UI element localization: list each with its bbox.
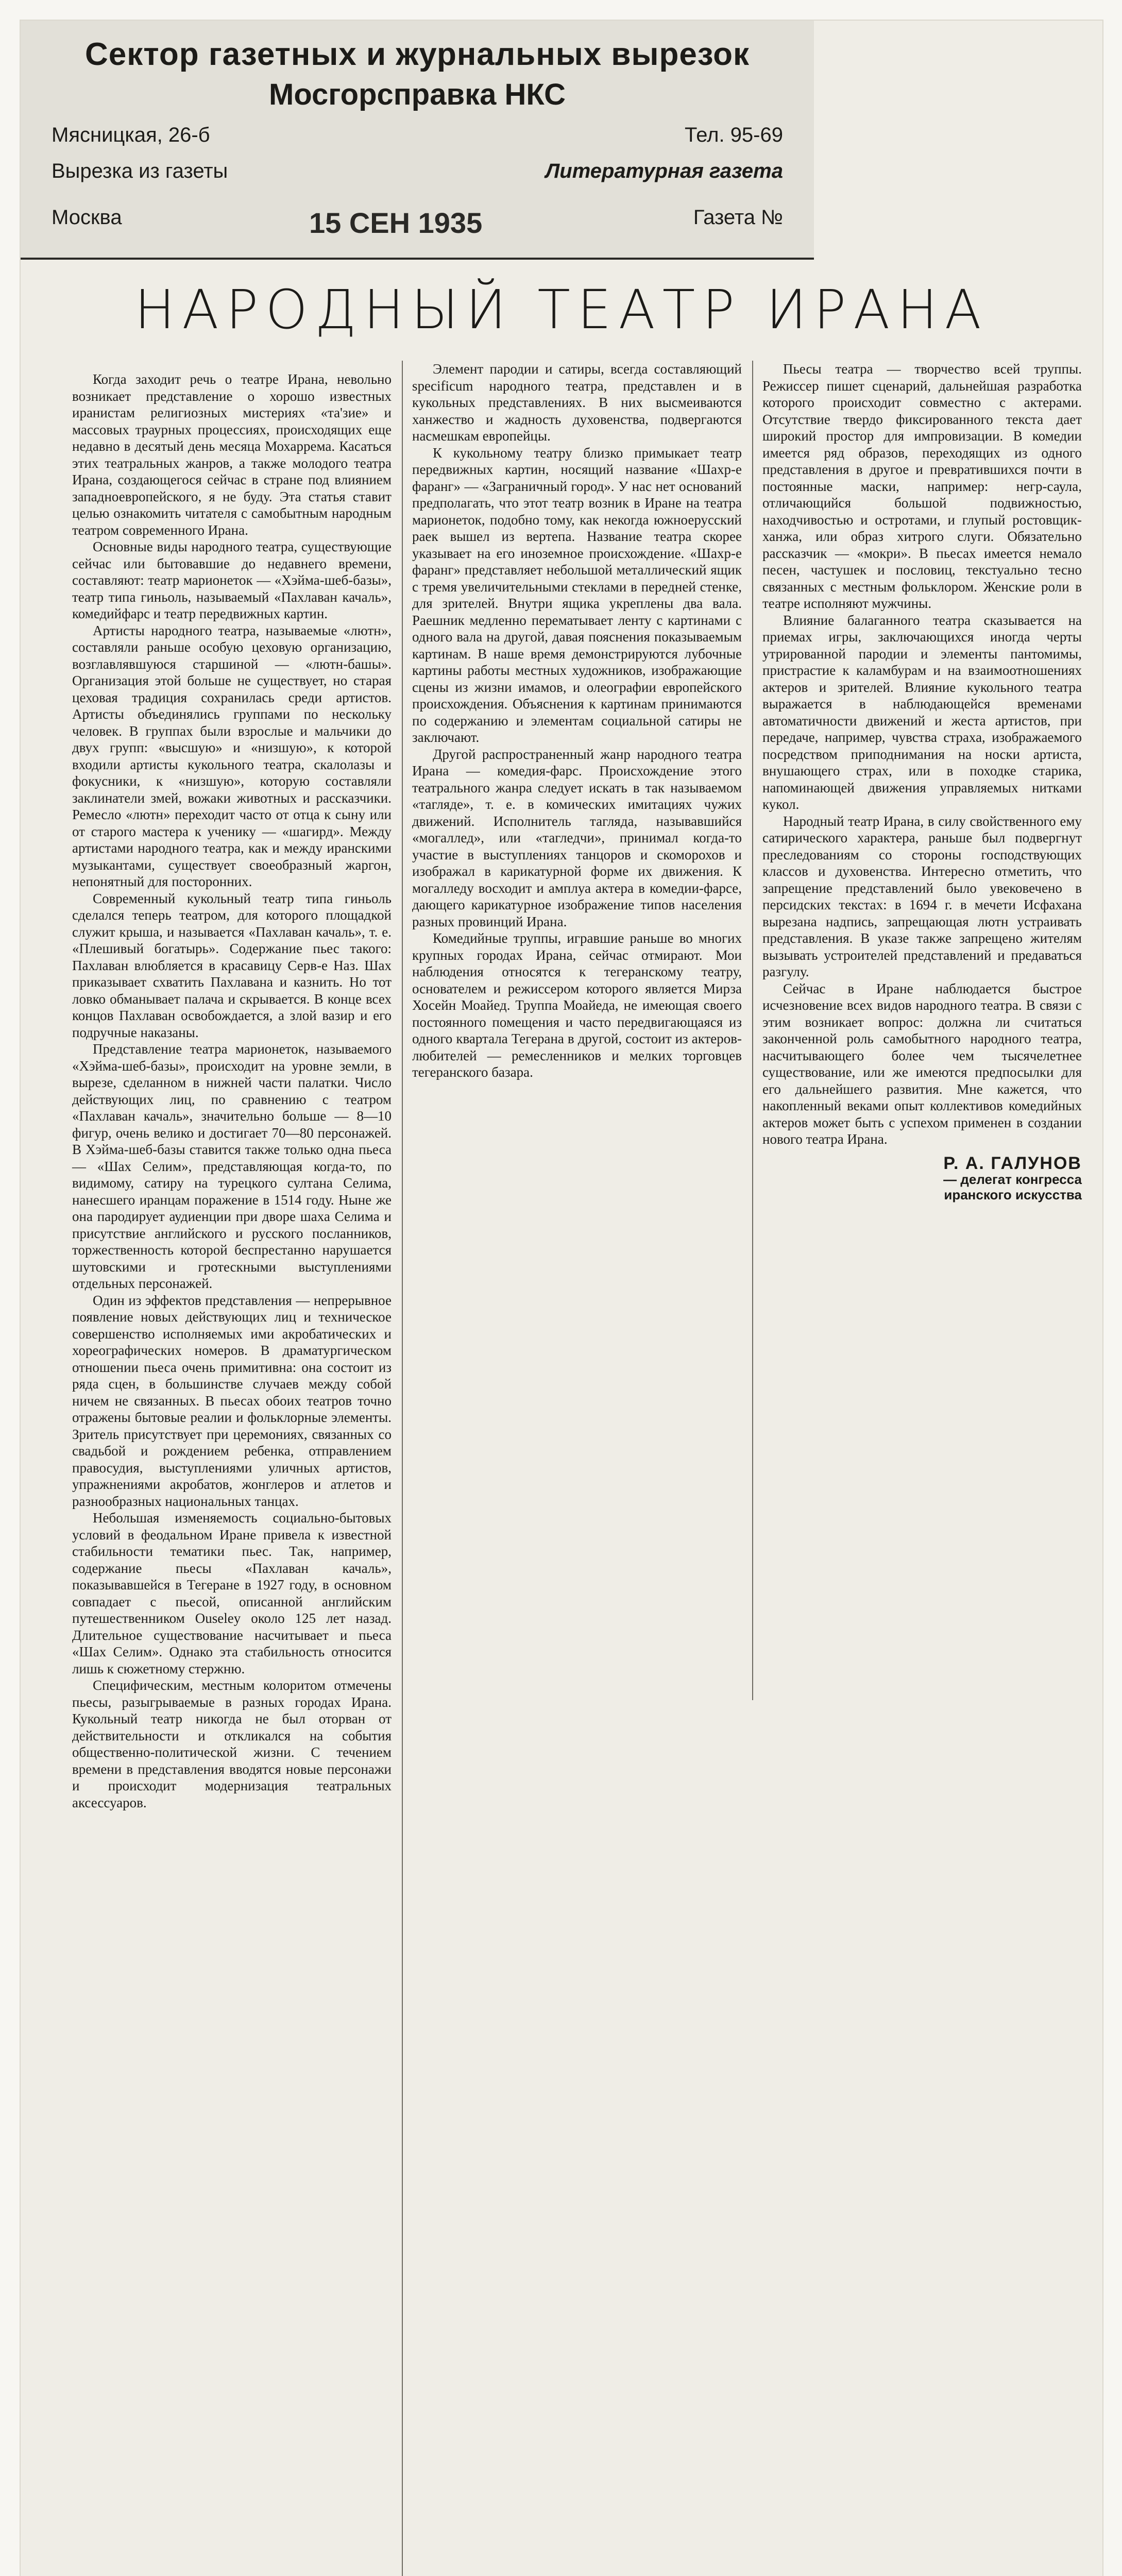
city: Москва [52, 206, 122, 229]
clipping-source [52, 160, 783, 183]
author-role: иранского искусства [944, 1187, 1082, 1202]
article-headline: НАРОДНЫЙ ТЕАТР ИРАНА [134, 278, 989, 341]
article-column-3 [762, 361, 1082, 1202]
paragraph: Элемент пародии и сатиры, всегда составляющий specificum народного театра, представлен и в кукольных представлениях. В них высмеиваются ханжество и жадность духовенства, подвергаются насмешкам европейцы. [412, 361, 742, 444]
gazette-number-label: Газета № [693, 206, 783, 229]
column-divider-2 [752, 361, 753, 1700]
author-role: — делегат конгресса [943, 1172, 1082, 1187]
paragraph: Другой распространенный жанр народного театра Ирана — комедия-фарс. Происхождение этого театрального жанра следует искать в так называемом «тагляде», т. е. в комических имитациях чужих движений. Исполнитель тагляда, называвшийся «могаллед», или «тагледчи», принимал когда-то участие в выступлениях танцоров и скоморохов и изображал в карикатурной форме их движения. К могалледу восходит и амплуа актера в комедии-фарсе, дающего карикатурное изображение типов населения разных провинций Ирана. [412, 746, 742, 929]
paragraph: Народный театр Ирана, в силу свойственного ему сатирического характера, раньше был подвергнут преследованиям со стороны господствующих классов и духовенства. Интересно отметить, что запрещение представлений было увековечено в персидских текстах: в 1694 г. в мечети Исфахана вырезана надпись, запрещающая лютн устраивать представления. В указе также запрещено жителям вызывать устроителей представлений и предаваться разгулу. [762, 813, 1082, 979]
newspaper-name: Литературная газета [545, 160, 783, 182]
article-column-1 [72, 371, 392, 1811]
paragraph: Специфическим, местным колоритом отмечены пьесы, разыгрываемые в разных городах Ирана. Кукольный театр никогда не был оторван от действительности и откликался на события общественно-политической жизни. С течением времени в представления вводятся новые персонажи и происходит модернизация театральных аксессуаров. [72, 1677, 392, 1810]
paragraph: Влияние балаганного театра сказывается на приемах игры, заключающихся иногда черты утрированной пародии и элементы пантомимы, пристрастие к каламбурам и на взаимоотношениях актеров и зрителей. Влияние кукольного театра выражается в наблюдающейся временами автоматичности движений и жеста артистов, при передаче, например, чувства страха, изображаемого посредством приподнимания на носки артиста, внушающего страх, или в походке старика, напоминающей движения управляемых нитками кукол. [762, 612, 1082, 812]
paragraph: Небольшая изменяемость социально-бытовых условий в феодальном Иране привела к известной стабильности тематики пьес. Так, например, содержание пьесы «Пахлаван качаль», показывавшейся в Тегеране в 1927 году, в основном совпадает с пьесой, описанной английским путешественником Ouseley около 125 лет назад. Длительное существование насчитывает и пьеса «Шах Селим». Однако эта стабильность относится лишь к сюжетному стержню. [72, 1510, 392, 1676]
agency-address: Мясницкая, 26-б [52, 124, 210, 146]
agency-name: Сектор газетных и журнальных вырезок [85, 37, 750, 72]
clipping-date: 15 СЕН 1935 [309, 207, 483, 239]
paragraph: Комедийные труппы, игравшие раньше во многих крупных городах Ирана, сейчас отмирают. Мои наблюдения относятся к тегеранскому театру, основателем и режиссером которого является Мирза Хосейн Моайед. Труппа Моайеда, не имеющая своего постоянного помещения и часто передвигающаяся из одного квартала Тегерана в другой, состоит из актеров-любителей — ремесленников и мелких торговцев тегеранского базара. [412, 930, 742, 1080]
author-signature: Р. А. ГАЛУНОВ [943, 1153, 1082, 1173]
agency-subname: Мосгорсправка НКС [269, 78, 566, 111]
paragraph: Современный кукольный театр типа гиньоль сделался теперь театром, для которого площадкой служит крыша, и называется «Пахлаван качаль», т. е. «Плешивый богатырь». Содержание пьес такого: Пахлаван влюбляется в красавицу Серв-е Наз. Шах приказывает схватить Пахлавана и казнить. Но тот ловко обманывает палача и скрывается. В конце всех концов Пахлаван освобождается, а злой вазир и его подручные наказаны. [72, 890, 392, 1040]
agency-phone: Тел. 95-69 [685, 124, 783, 146]
paragraph: Когда заходит речь о театре Ирана, невольно возникает представление о хорошо известных иранистам религиозных мистериях «та'зие» и массовых траурных процессиях, происходящих еще недавно в десятый день месяца Мохаррема. Касаться этих театральных жанров, а также молодого театра Ирана, создающегося сейчас в стране под влиянием западноевропейского, я не буду. Эта статья ставит целью ознакомить читателя с самобытным народным театром современного Ирана. [72, 371, 392, 538]
paragraph: Основные виды народного театра, существующие сейчас или бытовавшие до недавнего времени, составляют: театр марионеток — «Хэйма-шеб-базы», театр типа гиньоль, называемый «Пахлаван качаль», комедийфарс и театр передвижных картин. [72, 539, 392, 621]
paragraph: К кукольному театру близко примыкает театр передвижных картин, носящий название «Шахр-е фаранг» — «Заграничный город». У нас нет оснований предполагать, что этот театр возник в Иране на театра марионеток, подобно тому, как некогда южноерусский раек вышел из вертепа. Название театра скорее указывает на его иноземное происхождение. «Шахр-е фаранг» представляет небольшой металлический ящик с тремя увеличительными стеклами в передней стенке, для зрителей. Внутри ящика укреплены два вала. Раешник медленно перематывает ленту с картинами с одного вала на другой, давая пояснения показываемым картинам. В наше время демонстрируются лубочные картины работы местных художников, изображающие сцены из жизни имамов, и олеографии европейского происхождения. Объяснения к картинам принимаются по содержанию и элементам социальной сатиры не заключают. [412, 445, 742, 745]
agency-contacts [52, 124, 783, 147]
paragraph: Один из эффектов представления — непрерывное появление новых действующих лиц и техническое совершенство исполняемых ими акробатических и хореографических номеров. В драматургическом отношении пьеса очень примитивна: она состоит из ряда сцен, в большинстве случаев между собой ничем не связанных. В пьесах обоих театров точно отражены бытовые реалии и фольклорные элементы. Зритель присутствует при церемониях, связанных со свадьбой и рождением ребенка, отправлением правосудия, выступлениями уличных артистов, упражнениями акробатов, жонглеров и атлетов и разнообразных национальных танцах. [72, 1292, 392, 1509]
paragraph: Представление театра марионеток, называемого «Хэйма-шеб-базы», происходит на уровне земли, в вырезе, сделанном в нижней части палатки. Число действующих лиц, по сравнению с театром «Пахлаван качаль», значительно больше — 8—10 фигур, очень велико и достигает 70—80 персонажей. В Хэйма-шеб-базы ставится также только одна пьеса — «Шах Селим», представляющая когда-то, по видимому, сатиру на турецкого султана Селима, нанесшего иранцам поражение в 1514 году. Ныне же она пародирует аудиенции при дворе шаха Селима и присутствие английского и русского посланников, торжественность которой беспрестанно нарушается шутовскими и гротескными выступлениями отдельных персонажей. [72, 1041, 392, 1291]
article-column-2 [412, 361, 742, 1081]
paragraph: Сейчас в Иране наблюдается быстрое исчезновение всех видов народного театра. В связи с этим возникает вопрос: должна ли считаться законченной роль самобытного народного театра, насчитывающего более чем тысячелетнее существование, или же имеются предпосылки для его дальнейшего развития. Мне кажется, что накопленный веками опыт коллективов комедийных актеров может быть с успехом применен в создании нового театра Ирана. [762, 980, 1082, 1147]
clipping-agency-stamp [21, 21, 814, 260]
column-divider-1 [402, 361, 403, 2576]
clipping-label: Вырезка из газеты [52, 160, 228, 182]
paragraph: Пьесы театра — творчество всей труппы. Режиссер пишет сценарий, дальнейшая разработка которого происходит совместно с актерами. Отсутствие твердо фиксированного текста дает широкий простор для импровизации. В комедии имеется ряд образов, переходящих из одного представления в другое и превратившихся почти в постоянные маски, например: негр-саула, отличающийся большой подвижностью, находчивостью и остротами, и глупый ростовщик-ханжа, или образ хитрого слуги. Обязательно рассказчик — «мокри». В пьесах имеется немало песен, частушек и пословиц, текстуально тесно связанных с местным фольклором. Женские роли в театре исполняют мужчины. [762, 361, 1082, 611]
paragraph: Артисты народного театра, называемые «лютн», составляли раньше особую цеховую организацию, возглавлявшуюся старшиной — «лютн-башы». Организация этой больше не существует, но старая цеховая традиция сохранилась среди артистов. Артисты объединялись группами по нескольку человек. В группах были взрослые и мальчики до двух групп: «высшую» и «низшую», к которой входили артисты кукольного театра, скалолазы и фокусники, к «низшую», которую составляли заклинатели змей, вожаки животных и рассказчики. Ремесло «лютн» переходит часто от отца к сыну или от старого мастера к ученику — «шагирд». Между артистами народного театра, как и между иранскими музыкантами, существует своеобразный жаргон, непонятный для посторонних. [72, 622, 392, 889]
